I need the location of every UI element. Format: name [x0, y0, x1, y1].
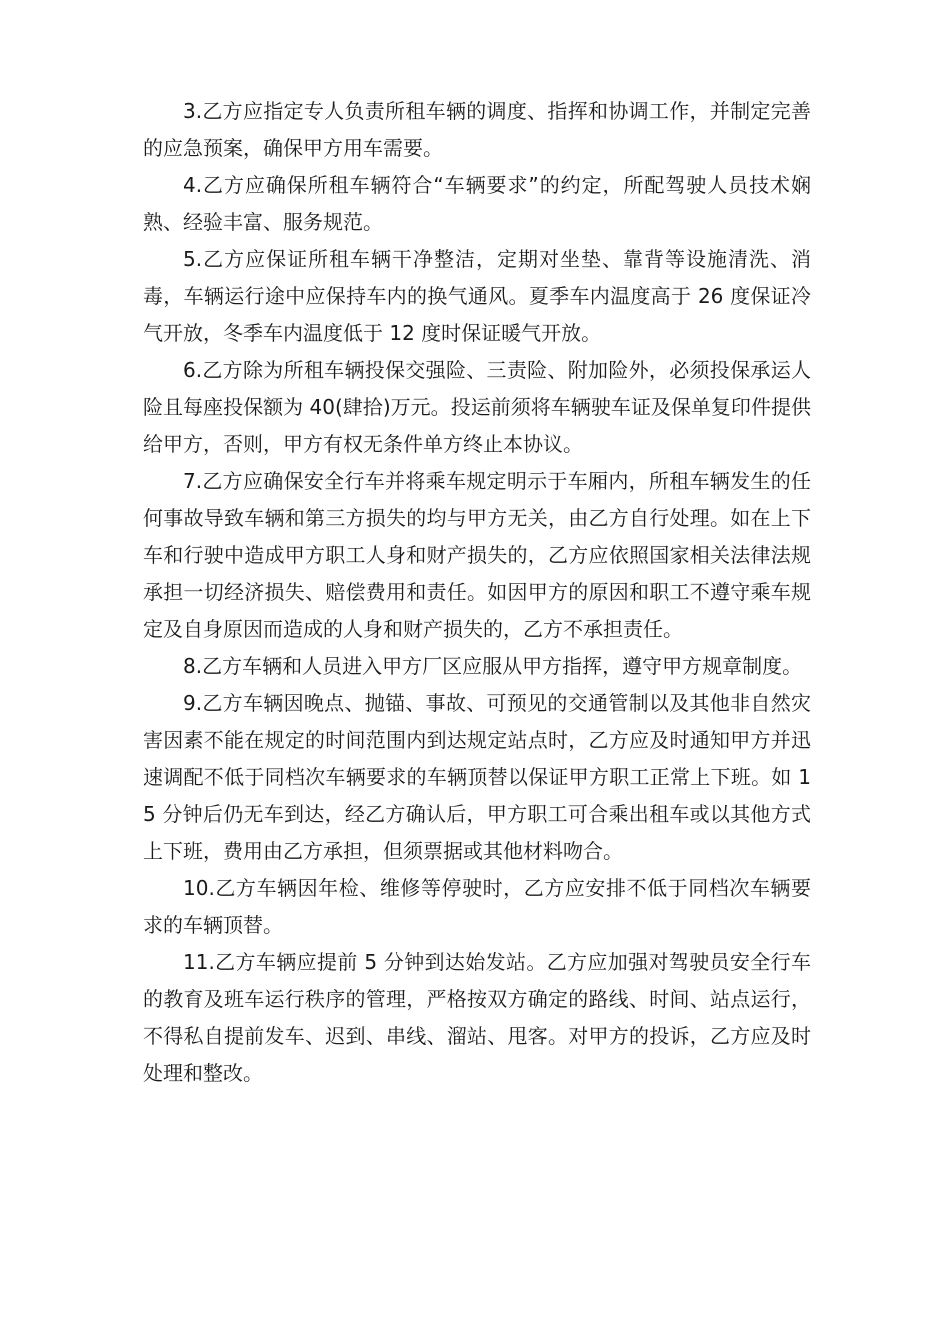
clause-5: 5.乙方应保证所租车辆干净整洁，定期对坐垫、靠背等设施清洗、消毒，车辆运行途中应保持车内的换气通风。夏季车内温度高于 26 度保证冷气开放，冬季车内温度低于 12 度时保证暖气开放。 — [143, 247, 811, 345]
clause-9: 9.乙方车辆因晚点、抛锚、事故、可预见的交通管制以及其他非自然灾害因素不能在规定的时间范围内到达规定站点时，乙方应及时通知甲方并迅速调配不低于同档次车辆要求的车辆顶替以保证甲方职工正常上下班。如 15 分钟后仍无车到达，经乙方确认后，甲方职工可合乘出租车或以其他方式上下班，费用由乙方承担，但须票据或其他材料吻合。 — [143, 691, 811, 863]
clause-11: 11.乙方车辆应提前 5 分钟到达始发站。乙方应加强对驾驶员安全行车的教育及班车运行秩序的管理，严格按双方确定的路线、时间、站点运行，不得私自提前发车、迟到、串线、溜站、甩客。对甲方的投诉，乙方应及时处理和整改。 — [143, 950, 811, 1085]
document-body — [143, 93, 811, 1092]
clause-10: 10.乙方车辆因年检、维修等停驶时，乙方应安排不低于同档次车辆要求的车辆顶替。 — [143, 876, 811, 937]
clause-8: 8.乙方车辆和人员进入甲方厂区应服从甲方指挥，遵守甲方规章制度。 — [183, 654, 803, 678]
clause-3: 3.乙方应指定专人负责所租车辆的调度、指挥和协调工作，并制定完善的应急预案，确保甲方用车需要。 — [143, 99, 811, 160]
clause-7: 7.乙方应确保安全行车并将乘车规定明示于车厢内，所租车辆发生的任何事故导致车辆和第三方损失的均与甲方无关，由乙方自行处理。如在上下车和行驶中造成甲方职工人身和财产损失的，乙方应依照国家相关法律法规承担一切经济损失、赔偿费用和责任。如因甲方的原因和职工不遵守乘车规定及自身原因而造成的人身和财产损失的，乙方不承担责任。 — [143, 469, 811, 641]
clause-4: 4.乙方应确保所租车辆符合“车辆要求”的约定，所配驾驶人员技术娴熟、经验丰富、服务规范。 — [143, 173, 811, 234]
clause-6: 6.乙方除为所租车辆投保交强险、三责险、附加险外，必须投保承运人险且每座投保额为 40(肆拾)万元。投运前须将车辆驶车证及保单复印件提供给甲方，否则，甲方有权无条件单方终止本协议。 — [143, 358, 811, 456]
